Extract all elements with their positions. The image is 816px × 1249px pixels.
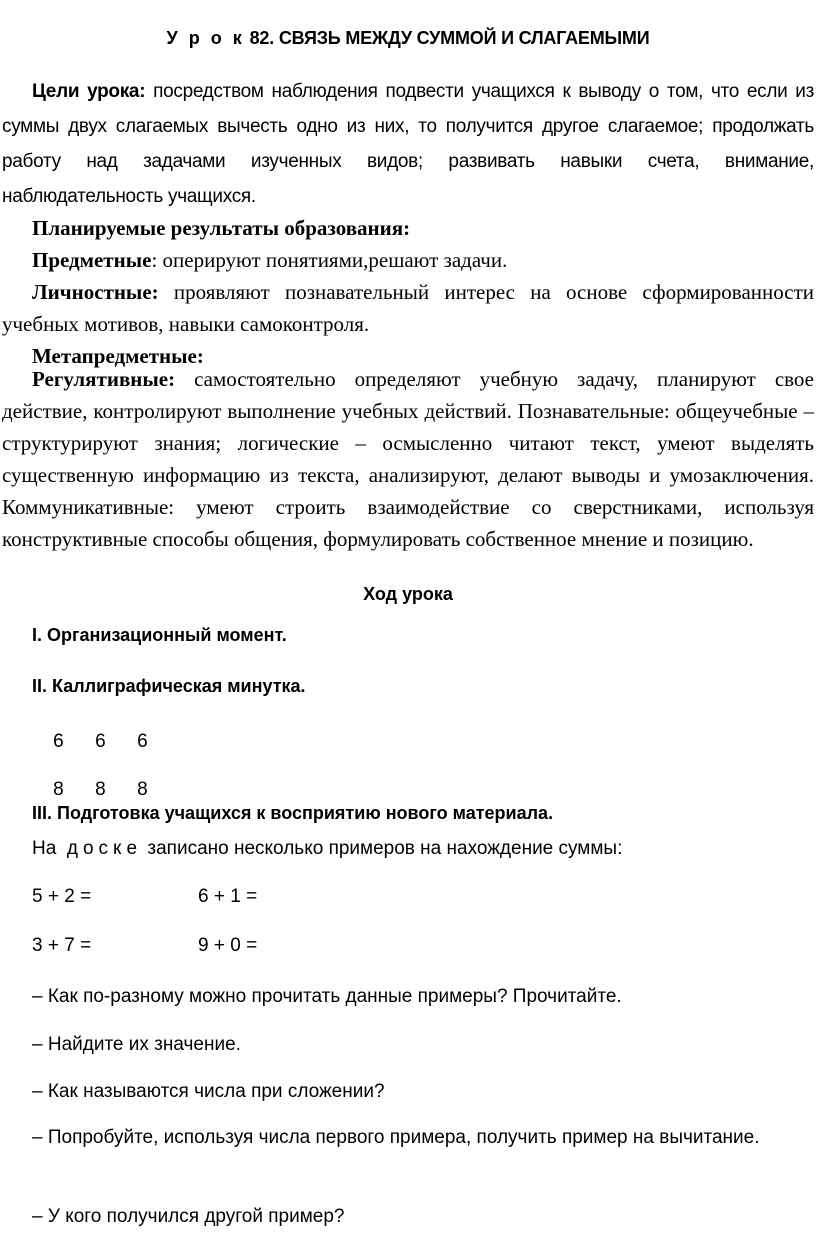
calligraphy-row-1: 6 6 6 — [53, 731, 148, 752]
lesson-number: 82. — [249, 28, 274, 48]
subject-text: : оперируют понятиями,решают задачи. — [151, 248, 508, 272]
lesson-title-text: СВЯЗЬ МЕЖДУ СУММОЙ И СЛАГАЕМЫМИ — [278, 28, 650, 48]
regulative-results — [0, 363, 816, 555]
meta-heading: Метапредметные: — [32, 344, 204, 368]
question-2: – Найдите их значение. — [32, 1034, 241, 1055]
section-organizational: I. Организационный момент. — [32, 625, 287, 645]
board-intro: На доске записано несколько примеров на нахождение суммы: — [32, 838, 623, 859]
equation: 5 + 2 = — [32, 886, 92, 907]
question-1: – Как по-разному можно прочитать данные примеры? Прочитайте. — [32, 986, 622, 1007]
question-5: – У кого получился другой пример? — [32, 1206, 345, 1227]
course-heading: Ход урока — [363, 584, 453, 604]
subject-label: Предметные — [32, 248, 152, 272]
personal-results — [0, 276, 816, 340]
personal-label: Личностные: — [32, 280, 159, 304]
question-3: – Как называются числа при сложении? — [32, 1081, 385, 1102]
section-calligraphy: II. Каллиграфическая минутка. — [32, 676, 306, 696]
section-preparation: III. Подготовка учащихся к восприятию нового материала. — [32, 803, 554, 823]
personal-text: проявляют познавательный интерес на основе сформированности учебных мотивов, навыки самоконтроля. — [2, 280, 815, 336]
results-heading: Планируемые результаты образования: — [32, 216, 411, 240]
equation: 6 + 1 = — [198, 886, 258, 907]
regulative-label: Регулятивные: — [32, 367, 176, 391]
goals-text: посредством наблюдения подвести учащихся к выводу о том, что если из суммы двух слагаемых вычесть одно из них, то получится другое слагаемое; продолжать работу над задачами изученных видов; развивать навыки счета, внимание, наблюдательность учащихся. — [2, 81, 815, 207]
subject-results — [0, 244, 816, 276]
lesson-goals — [0, 74, 816, 214]
equation: 3 + 7 = — [32, 935, 92, 956]
board-word: доске — [66, 838, 143, 859]
question-4: – Попробуйте, используя числа первого примера, получить пример на вычитание. — [32, 1127, 760, 1148]
goals-label: Цели урока: — [32, 81, 146, 102]
lesson-title — [0, 28, 816, 49]
equation-row-1 — [32, 886, 532, 908]
regulative-text: самостоятельно определяют учебную задачу, планируют свое действие, контролируют выполнение учебных действий. Познавательные: общеучебные – структурируют знания; логические – осмысленно читают текст, умеют выделять существенную информацию из текста, анализируют, делают выводы и умозаключения. Коммуникативные: умеют строить взаимодействие со сверстниками, используя конструктивные способы общения, формулировать собственное мнение и позицию. — [2, 367, 815, 551]
equation-row-2 — [32, 935, 532, 957]
equation: 9 + 0 = — [198, 935, 258, 956]
lesson-title-prefix: У р о к — [166, 28, 245, 48]
calligraphy-row-2: 8 8 8 — [53, 779, 148, 800]
